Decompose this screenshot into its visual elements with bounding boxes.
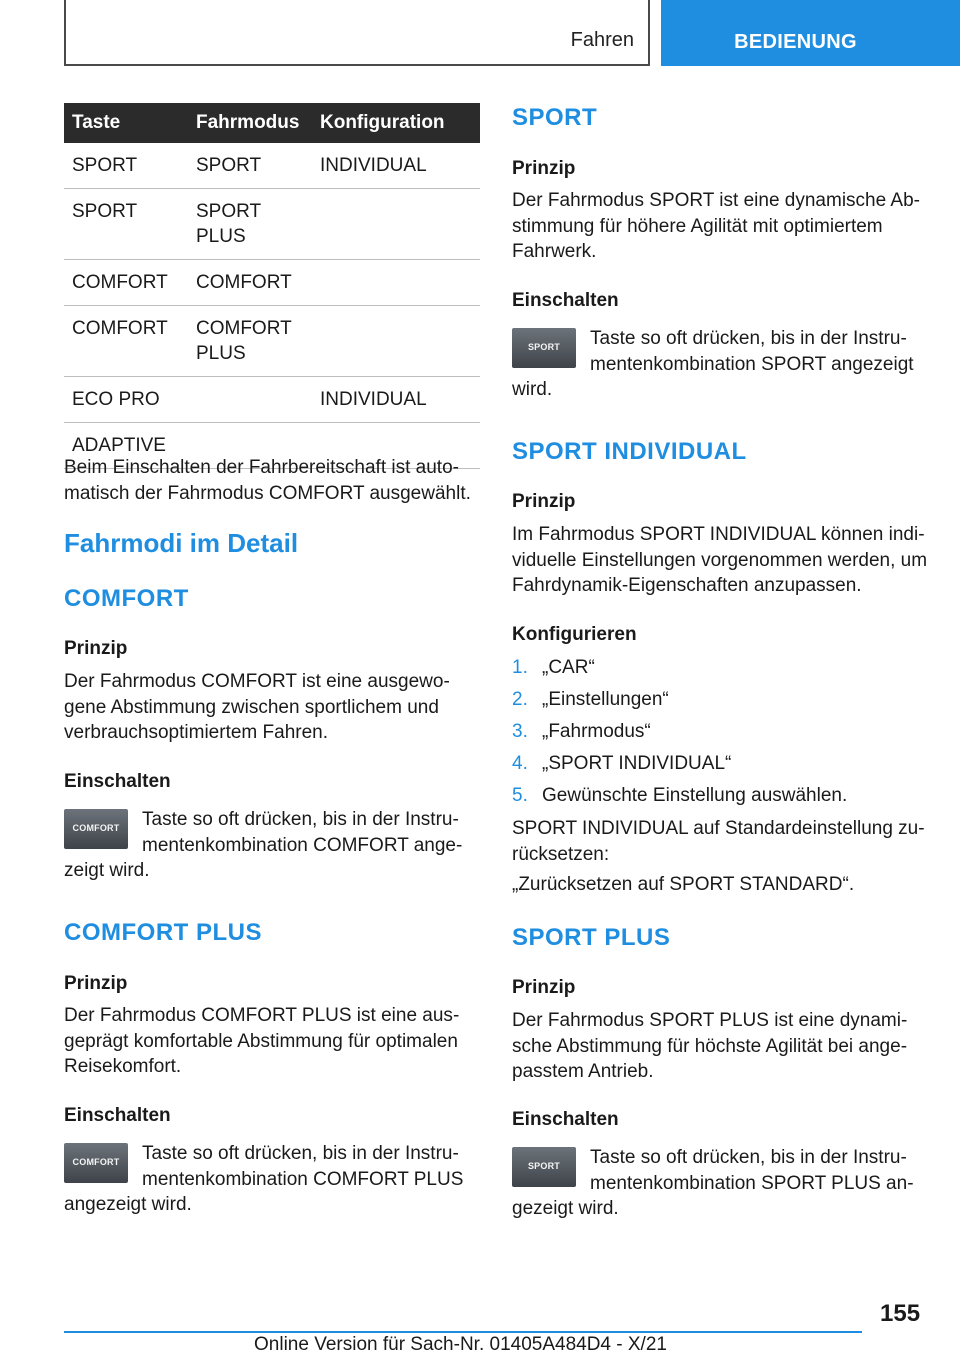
list-item bbox=[512, 687, 928, 719]
section-title: Fahrmodi im Detail bbox=[64, 528, 299, 558]
sport-plus-principle-label: Prinzip bbox=[512, 977, 576, 998]
sport-individual-heading: SPORT INDIVIDUAL bbox=[512, 438, 747, 465]
table-cell: INDIVIDUAL bbox=[312, 377, 480, 423]
comfort-principle-text: Der Fahrmodus COMFORT ist eine ausgewogene Abstimmung zwischen sportlichem und verbrauchsoptimiertem Fahren. bbox=[64, 671, 450, 743]
header-chapter-tab[interactable]: BEDIENUNG bbox=[661, 0, 960, 66]
table-cell bbox=[188, 377, 312, 423]
header-section: Fahren bbox=[570, 29, 634, 51]
table-header-row bbox=[64, 103, 480, 143]
step-text: „CAR“ bbox=[542, 657, 595, 678]
table-cell: COMFORT bbox=[64, 260, 188, 306]
table-cell: ADAPTIVE bbox=[64, 423, 188, 469]
table-cell: COMFORT bbox=[64, 306, 188, 377]
step-number: 2. bbox=[512, 689, 528, 710]
sport-plus-switch-text: Taste so oft drücken, bis in der Instrumentenkombination SPORT PLUS angezeigt wird. bbox=[512, 1147, 914, 1219]
table-cell: SPORT PLUS bbox=[188, 189, 312, 260]
header-box bbox=[64, 0, 650, 66]
step-text: „SPORT INDIVIDUAL“ bbox=[542, 753, 732, 774]
comfort-plus-principle-label: Prinzip bbox=[64, 973, 128, 994]
sport-principle-text: Der Fahrmodus SPORT ist eine dynamische Abstimmung für höhere Agilität mit optimiertem Fahrwerk. bbox=[512, 190, 920, 262]
comfort-switch-label: Einschalten bbox=[64, 771, 171, 792]
comfort-plus-heading: COMFORT PLUS bbox=[64, 919, 262, 946]
table-cell: SPORT bbox=[64, 189, 188, 260]
step-number: 4. bbox=[512, 753, 528, 774]
sport-button-icon: SPORT bbox=[512, 328, 576, 368]
step-number: 1. bbox=[512, 657, 528, 678]
comfort-plus-switch-text: Taste so oft drücken, bis in der Instrumentenkombination COMFORT PLUS angezeigt wird. bbox=[64, 1143, 464, 1215]
reset-text: SPORT INDIVIDUAL auf Standardeinstellung zurücksetzen: bbox=[512, 818, 925, 865]
sport-individual-principle-label: Prinzip bbox=[512, 491, 576, 512]
sport-heading: SPORT bbox=[512, 104, 598, 131]
list-item bbox=[512, 655, 928, 687]
table-row bbox=[64, 377, 480, 423]
table-cell: INDIVIDUAL bbox=[312, 143, 480, 189]
sport-switch-block bbox=[512, 326, 928, 403]
sport-plus-heading: SPORT PLUS bbox=[512, 924, 671, 951]
configure-steps-list bbox=[512, 655, 928, 815]
step-text: „Fahrmodus“ bbox=[542, 721, 651, 742]
sport-individual-principle-text: Im Fahrmodus SPORT INDIVIDUAL können individuelle Einstellungen vorgenommen werden, um Fahrdynamik-Eigenschaften anzupassen. bbox=[512, 524, 928, 596]
comfort-plus-switch-block bbox=[64, 1141, 480, 1218]
sport-switch-text: Taste so oft drücken, bis in der Instrumentenkombination SPORT angezeigt wird. bbox=[512, 328, 914, 400]
comfort-switch-block bbox=[64, 807, 480, 884]
table-cell bbox=[312, 306, 480, 377]
comfort-heading: COMFORT bbox=[64, 585, 189, 612]
table-cell: ECO PRO bbox=[64, 377, 188, 423]
footer-online-version[interactable]: Online Version für Sach-Nr. 01405A484D4 - X/21 bbox=[254, 1334, 667, 1355]
drive-mode-table bbox=[64, 103, 480, 469]
list-item bbox=[512, 751, 928, 783]
step-number: 5. bbox=[512, 785, 528, 806]
table-cell: SPORT bbox=[64, 143, 188, 189]
intro-paragraph: Beim Einschalten der Fahrbereitschaft ist automatisch der Fahrmodus COMFORT ausgewählt. bbox=[64, 457, 471, 504]
comfort-switch-text: Taste so oft drücken, bis in der Instrumentenkombination COMFORT angezeigt wird. bbox=[64, 809, 463, 881]
sport-plus-principle-text: Der Fahrmodus SPORT PLUS ist eine dynamische Abstimmung für höchste Agilität bei angepasstem Antrieb. bbox=[512, 1010, 908, 1082]
table-row bbox=[64, 260, 480, 306]
table-row bbox=[64, 143, 480, 189]
comfort-button-icon: COMFORT bbox=[64, 809, 128, 849]
sport-principle-label: Prinzip bbox=[512, 158, 576, 179]
table-header-cell: Konfiguration bbox=[312, 103, 480, 143]
step-text: „Einstellungen“ bbox=[542, 689, 669, 710]
sport-button-icon: SPORT bbox=[512, 1147, 576, 1187]
list-item bbox=[512, 719, 928, 751]
reset-action: „Zurücksetzen auf SPORT STANDARD“. bbox=[512, 874, 855, 895]
table-cell: COMFORT bbox=[188, 260, 312, 306]
list-item bbox=[512, 783, 928, 815]
table-cell: COMFORT PLUS bbox=[188, 306, 312, 377]
table-header-cell: Fahrmodus bbox=[188, 103, 312, 143]
configure-label: Konfigurieren bbox=[512, 624, 637, 645]
page-number: 155 bbox=[880, 1300, 921, 1327]
comfort-principle-label: Prinzip bbox=[64, 638, 128, 659]
sport-plus-switch-label: Einschalten bbox=[512, 1109, 619, 1130]
table-cell bbox=[312, 189, 480, 260]
comfort-button-icon: COMFORT bbox=[64, 1143, 128, 1183]
table-header-cell: Taste bbox=[64, 103, 188, 143]
sport-plus-switch-block bbox=[512, 1145, 928, 1222]
table-row bbox=[64, 189, 480, 260]
table-row bbox=[64, 306, 480, 377]
table-cell: SPORT bbox=[188, 143, 312, 189]
footer-divider bbox=[64, 1331, 862, 1333]
step-text: Gewünschte Einstellung auswählen. bbox=[542, 785, 848, 806]
step-number: 3. bbox=[512, 721, 528, 742]
table-cell bbox=[312, 260, 480, 306]
comfort-plus-switch-label: Einschalten bbox=[64, 1105, 171, 1126]
comfort-plus-principle-text: Der Fahrmodus COMFORT PLUS ist eine ausgeprägt komfortable Abstimmung für optimalen Reisekomfort. bbox=[64, 1005, 460, 1077]
sport-switch-label: Einschalten bbox=[512, 290, 619, 311]
